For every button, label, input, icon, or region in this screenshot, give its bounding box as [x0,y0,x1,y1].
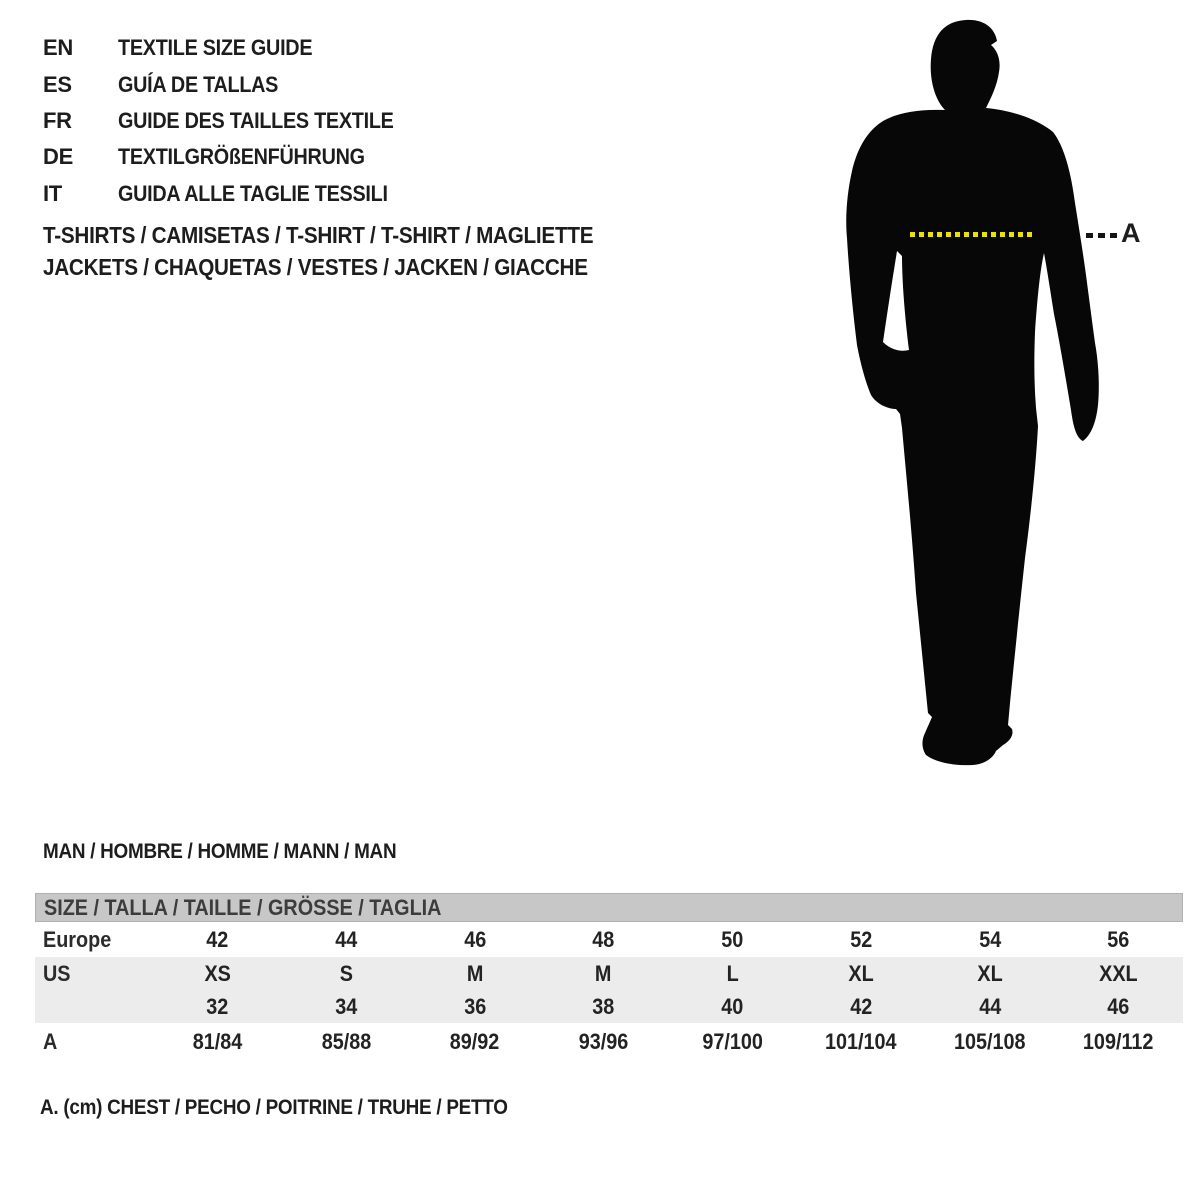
cell: XXL [1099,960,1138,986]
language-title: GUIDE DES TAILLES TEXTILE [118,107,394,133]
man-silhouette [845,14,1110,774]
size-table-header [35,893,1183,922]
language-row-es [43,66,424,102]
row-label [35,994,153,1020]
language-code: ES [43,71,72,97]
language-code: DE [43,144,73,170]
category-jackets: JACKETS / CHAQUETAS / VESTES / JACKEN / GIACCHE [43,253,588,280]
size-table [35,893,1183,1060]
language-title: GUIDA ALLE TAGLIE TESSILI [118,180,388,206]
language-row-en [43,30,424,66]
cell: L [726,960,739,986]
table-row-chest-a [35,1023,1183,1060]
cell: 56 [1107,926,1130,952]
cell: 48 [592,926,615,952]
language-code: EN [43,35,73,61]
section-title [43,840,436,864]
cell: XL [977,960,1003,986]
table-row-us [35,957,1183,990]
language-legend [43,30,424,212]
cell: 54 [978,926,1001,952]
table-row-numeric [35,990,1183,1023]
size-table-header-text: SIZE / TALLA / TAILLE / GRÖSSE / TAGLIA [44,894,442,920]
cell: XL [848,960,874,986]
language-title: TEXTILE SIZE GUIDE [118,35,313,61]
chest-measure-line [910,232,1032,237]
cell: 97/100 [702,1028,763,1054]
language-title: GUÍA DE TALLAS [118,71,279,97]
cell: 38 [592,993,615,1019]
cell: 50 [721,926,744,952]
language-code: IT [43,180,62,206]
table-row-europe [35,922,1183,957]
cell: M [595,960,612,986]
cell: 105/108 [954,1028,1026,1054]
language-title: TEXTILGRÖßENFÜHRUNG [118,144,365,170]
measure-callout-line [1086,233,1118,238]
row-label: Europe [43,926,112,952]
cell: 46 [463,926,486,952]
cell: 89/92 [450,1028,500,1054]
cell: 44 [335,926,358,952]
cell: 40 [721,993,744,1019]
language-row-de [43,139,424,175]
measurement-footnote [40,1096,560,1120]
cell: 101/104 [825,1028,897,1054]
row-label: A [43,1028,58,1054]
measurement-footnote-text: A. (cm) CHEST / PECHO / POITRINE / TRUHE / PETTO [40,1096,508,1119]
cell: 109/112 [1083,1028,1154,1054]
cell: 42 [206,926,229,952]
cell: 81/84 [192,1028,243,1054]
cell: 34 [335,993,358,1019]
man-figure [845,14,1110,774]
language-row-fr [43,103,424,139]
cell: M [466,960,484,986]
cell: 32 [206,993,229,1019]
cell: 85/88 [321,1028,371,1054]
cell: 44 [978,993,1001,1019]
measure-label-a: A [1121,218,1141,248]
cell: XS [204,960,231,986]
section-title-text: MAN / HOMBRE / HOMME / MANN / MAN [43,840,397,863]
cell: 93/96 [578,1028,629,1054]
row-label: US [43,960,71,986]
cell: 42 [850,993,873,1019]
category-list [43,220,654,283]
cell: 52 [850,926,873,952]
language-code: FR [43,107,72,133]
language-row-it [43,176,424,212]
category-tshirts: T-SHIRTS / CAMISETAS / T-SHIRT / T-SHIRT / MAGLIETTE [43,222,594,248]
cell: 36 [463,993,486,1019]
cell: S [339,960,353,986]
cell: 46 [1107,993,1130,1019]
